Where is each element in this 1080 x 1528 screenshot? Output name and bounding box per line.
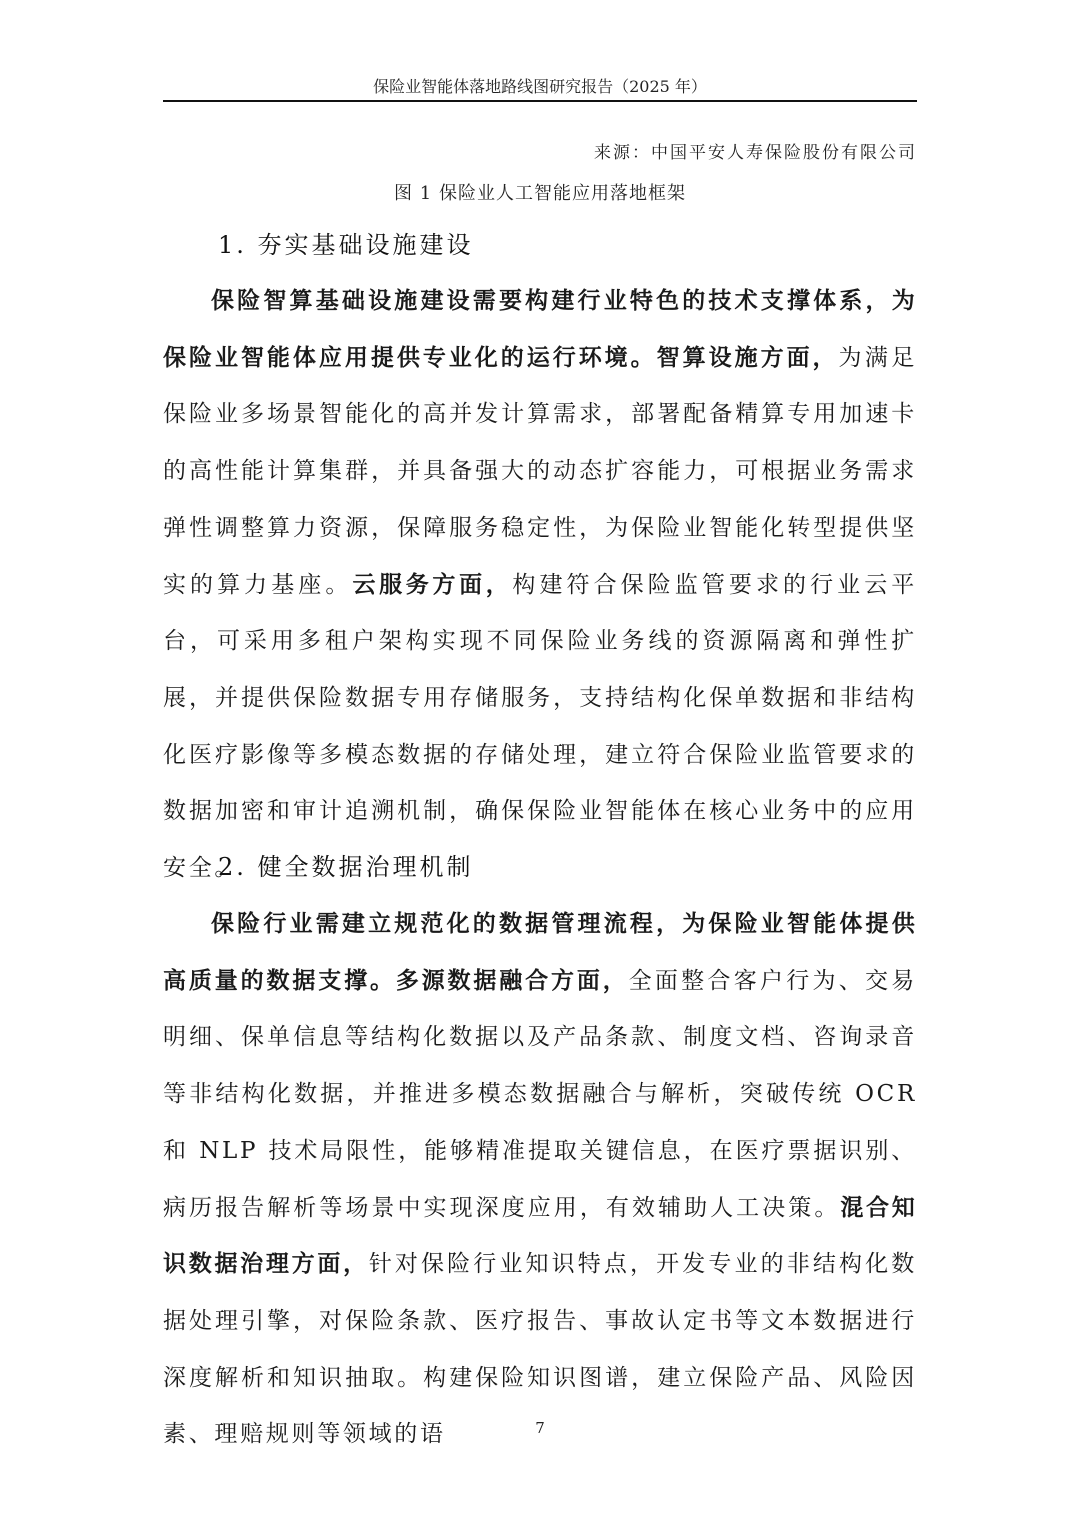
paragraph-label-bold: 混合知识数据治理方面， xyxy=(163,1193,917,1278)
paragraph-text: 全面整合客户行为、交易明细、保单信息等结构化数据以及产品条款、制度文档、咨询录音等非结构化数据，并推进多模态数据融合与解析，突破传统 OCR 和 NLP 技术局限性，能够精准提取关键信息，在医疗票据识别、病历报告解析等场景中实现深度应用，有效辅助人工决策。 xyxy=(163,967,918,1221)
header-rule xyxy=(163,100,917,102)
paragraph-label-bold: 多源数据融合方面， xyxy=(395,966,629,994)
paragraph-text: 为满足保险业多场景智能化的高并发计算需求，部署配备精算专用加速卡的高性能计算集群，并具备强大的动态扩容能力，可根据业务需求弹性调整算力资源，保障服务稳定性，为保险业智能化转型提供坚实的算力基座。 xyxy=(163,344,917,598)
section-heading-1: 1. 夯实基础设施建设 xyxy=(218,231,474,259)
paragraph-text: 构建符合保险监管要求的行业云平台，可采用多租户架构实现不同保险业务线的资源隔离和弹性扩展，并提供保险数据专用存储服务，支持结构化保单数据和非结构化医疗影像等多模态数据的存储处理，建立符合保险业监管要求的数据加密和审计追溯机制，确保保险业智能体在核心业务中的应用安全。 xyxy=(163,571,917,882)
section-1-paragraph xyxy=(163,273,917,897)
paragraph-label-bold: 智算设施方面， xyxy=(656,343,839,371)
section-heading-2: 2. 健全数据治理机制 xyxy=(218,853,474,881)
figure-source-note: 来源：中国平安人寿保险股份有限公司 xyxy=(594,143,917,163)
running-header: 保险业智能体落地路线图研究报告（2025 年） xyxy=(373,77,707,96)
section-2-paragraph xyxy=(163,896,917,1463)
figure-caption: 图 1 保险业人工智能应用落地框架 xyxy=(394,183,686,204)
paragraph-text: 针对保险行业知识特点，开发专业的非结构化数据处理引擎，对保险条款、医疗报告、事故认定书等文本数据进行深度解析和知识抽取。构建保险知识图谱，建立保险产品、风险因素、理赔规则等领域的语 xyxy=(163,1251,918,1448)
paragraph-lead-bold: 保险行业需建立规范化的数据管理流程，为保险业智能体提供高质量的数据支撑。 xyxy=(163,910,917,994)
paragraph-lead-bold: 保险智算基础设施建设需要构建行业特色的技术支撑体系，为保险业智能体应用提供专业化的运行环境。 xyxy=(163,287,917,371)
page-number: 7 xyxy=(535,1419,545,1437)
paragraph-label-bold: 云服务方面， xyxy=(352,570,513,598)
